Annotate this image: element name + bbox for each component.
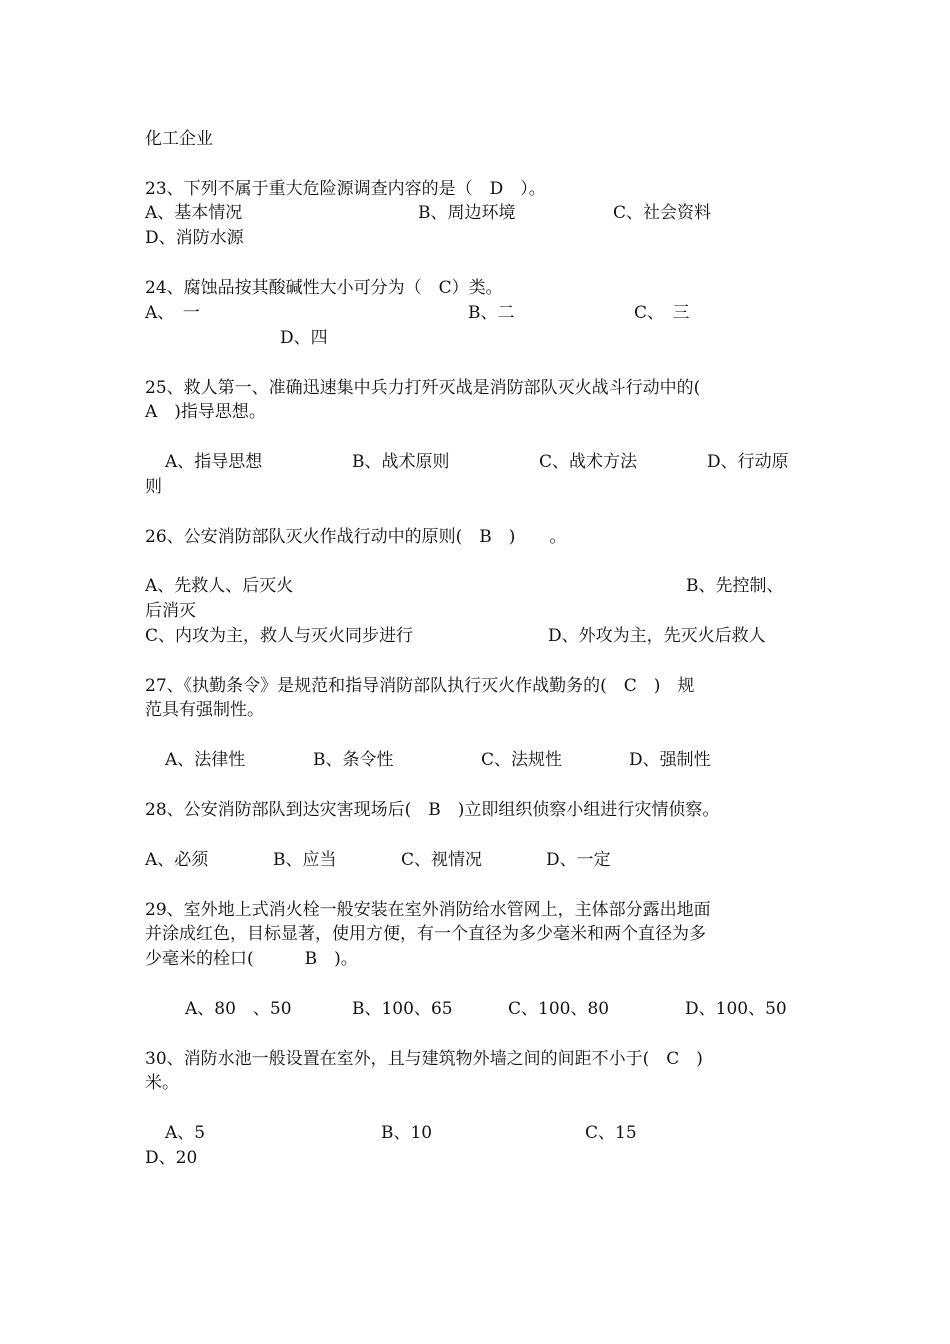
q26-option-b-line1: B、先控制、	[686, 576, 784, 596]
q23-stem: 23、下列不属于重大危险源调查内容的是（ D ）。	[145, 179, 546, 199]
q30-option-c: C、15	[585, 1123, 637, 1143]
q26-option-d: D、外攻为主，先灭火后救人	[548, 626, 766, 646]
q29-option-c: C、100、80	[508, 999, 610, 1019]
q29-stem-line1: 29、室外地上式消火栓一般安装在室外消防给水管网上，主体部分露出地面	[145, 900, 711, 920]
q25-option-a: A、指导思想	[165, 452, 263, 472]
q23-option-b: B、周边环境	[418, 203, 516, 223]
q29-stem-line3: 少毫米的栓口( B )。	[145, 949, 358, 969]
q28-stem: 28、公安消防部队到达灾害现场后( B )立即组织侦察小组进行灾情侦察。	[145, 800, 720, 820]
q25-option-d-line2: 则	[145, 477, 162, 497]
q24-stem: 24、腐蚀品按其酸碱性大小可分为（ C）类。	[145, 278, 503, 298]
q23-option-c: C、社会资料	[613, 203, 712, 223]
q30-stem-line1: 30、消防水池一般设置在室外，且与建筑物外墙之间的间距不小于( C )	[145, 1049, 703, 1069]
q28-option-c: C、视情况	[401, 850, 483, 870]
q23-option-a: A、基本情况	[145, 203, 243, 223]
q27-stem-line1: 27、《执勤条令》是规范和指导消防部队执行灭火作战勤务的( C ) 规	[145, 676, 695, 696]
q29-option-b: B、100、65	[352, 999, 453, 1019]
q30-option-a: A、5	[165, 1123, 206, 1143]
q25-stem-line2: A )指导思想。	[145, 402, 266, 422]
q25-stem-line1: 25、救人第一、准确迅速集中兵力打歼灭战是消防部队灭火战斗行动中的(	[145, 378, 701, 398]
q26-stem: 26、公安消防部队灭火作战行动中的原则( B ) 。	[145, 527, 567, 547]
q23-option-d: D、消防水源	[145, 228, 244, 248]
q29-option-a: A、80 、50	[185, 999, 292, 1019]
q27-stem-line2: 范具有强制性。	[145, 700, 264, 720]
q26-option-a: A、先救人、后灭火	[145, 576, 294, 596]
q29-stem-line2: 并涂成红色，目标显著，使用方便，有一个直径为多少毫米和两个直径为多	[145, 924, 706, 944]
q24-option-b: B、二	[468, 303, 515, 323]
q27-option-c: C、法规性	[481, 750, 563, 770]
q25-option-d-line1: D、行动原	[707, 452, 789, 472]
q30-stem-line2: 米。	[145, 1073, 179, 1093]
q28-option-b: B、应当	[273, 850, 337, 870]
q28-option-d: D、一定	[546, 850, 611, 870]
q26-option-b-line2: 后消灭	[145, 601, 196, 621]
q28-option-a: A、必须	[145, 850, 209, 870]
q26-option-c: C、内攻为主，救人与灭火同步进行	[145, 626, 414, 646]
section-heading: 化工企业	[145, 129, 213, 149]
q25-option-b: B、战术原则	[352, 452, 450, 472]
q25-option-c: C、战术方法	[539, 452, 638, 472]
q29-option-d: D、100、50	[685, 999, 787, 1019]
q24-option-c: C、 三	[634, 303, 690, 323]
q27-option-d: D、强制性	[629, 750, 711, 770]
q24-option-a: A、 一	[145, 303, 200, 323]
q27-option-b: B、条令性	[313, 750, 394, 770]
q30-option-d: D、20	[145, 1148, 198, 1168]
q30-option-b: B、10	[381, 1123, 433, 1143]
q24-option-d: D、四	[280, 328, 328, 348]
q27-option-a: A、法律性	[165, 750, 246, 770]
